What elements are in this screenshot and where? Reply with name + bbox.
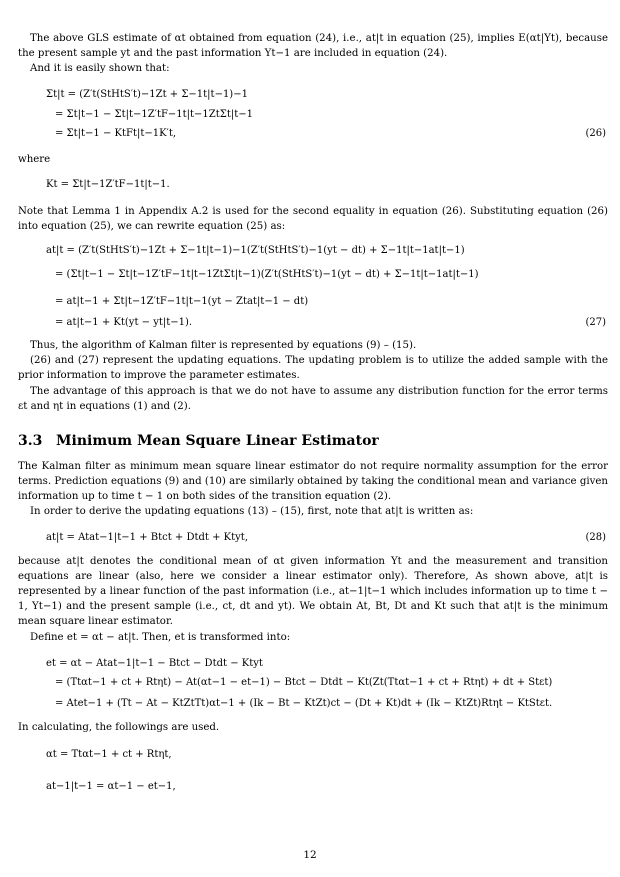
paragraph-easily-shown: And it is easily shown that: xyxy=(30,63,170,74)
section-heading xyxy=(18,433,379,449)
equation-number-27: (27) xyxy=(585,317,606,328)
paragraph-gls-estimate: The above GLS estimate of αt obtained from equation (24), i.e., at|t in equation (25), implies E(αt|Yt), because the present sample yt and the past information Yt−1 are included in equation (24). xyxy=(18,33,608,59)
section-number: 3.3 xyxy=(18,433,43,449)
equation-used-2: at−1|t−1 = αt−1 − et−1, xyxy=(46,781,176,792)
section-title: Minimum Mean Square Linear Estimator xyxy=(56,433,379,449)
equation-27-line2: = (Σt|t−1 − Σt|t−1Z′tF−1t|t−1ZtΣt|t−1)(Z′t(StHtS′t)−1(yt − dt) + Σ−1t|t−1at|t−1) xyxy=(55,269,479,280)
paragraph-derive-updating: In order to derive the updating equations (13) – (15), first, note that at|t is written as: xyxy=(30,506,474,517)
paragraph-calculating: In calculating, the followings are used. xyxy=(18,722,220,733)
paragraph-lemma-note: Note that Lemma 1 in Appendix A.2 is used for the second equality in equation (26). Substituting equation (26) into equation (25), we can rewrite equation (25) as: xyxy=(18,206,608,232)
paragraph-advantage: The advantage of this approach is that we do not have to assume any distribution function for the error terms εt and ηt in equations (1) and (2). xyxy=(18,386,608,412)
page-number: 12 xyxy=(303,849,317,861)
equation-27-line4: = at|t−1 + Kt(yt − yt|t−1). xyxy=(55,317,193,328)
equation-27-line3: = at|t−1 + Σt|t−1Z′tF−1t|t−1(yt − Ztat|t−1 − dt) xyxy=(55,296,309,307)
paragraph-mmse-intro: The Kalman filter as minimum mean square linear estimator do not require normality assumption for the error terms. Prediction equations (9) and (10) are similarly obtained by taking the conditional mean and variance given information up to time t − 1 on both sides of the transition equation (2). xyxy=(18,461,608,502)
paragraph-define-error: Define et = αt − at|t. Then, et is transformed into: xyxy=(30,632,291,643)
equation-number-28: (28) xyxy=(585,532,606,543)
equation-kalman-gain: Kt = Σt|t−1Z′tF−1t|t−1. xyxy=(46,179,170,190)
equation-26-line1: Σt|t = (Z′t(StHtS′t)−1Zt + Σ−1t|t−1)−1 xyxy=(46,89,248,100)
equation-26-line3: = Σt|t−1 − KtFt|t−1K′t, xyxy=(55,128,177,139)
equation-26-line2: = Σt|t−1 − Σt|t−1Z′tF−1t|t−1ZtΣt|t−1 xyxy=(55,109,253,120)
equation-error-line1: et = αt − Atat−1|t−1 − Btct − Dtdt − Ktyt xyxy=(46,658,263,669)
equation-error-line2: = (Ttαt−1 + ct + Rtηt) − At(αt−1 − et−1) − Btct − Dtdt − Kt(Zt(Ttαt−1 + ct + Rtηt) + dt + Stεt) xyxy=(55,677,553,688)
paragraph-conditional-mean: because at|t denotes the conditional mean of αt given information Yt and the measurement and transition equations are linear (also, here we consider a linear estimator only). Therefore, As shown above, at|t is represented by a linear function of the past information (i.e., at−1|t−1 which includes information up to time t − 1, Yt−1) and the present sample (i.e., ct, dt and yt). We obtain At, Bt, Dt and Kt such that at|t is the minimum mean square linear estimator. xyxy=(18,556,608,627)
paragraph-updating: (26) and (27) represent the updating equations. The updating problem is to utilize the added sample with the prior information to improve the parameter estimates. xyxy=(18,355,608,381)
equation-used-1: αt = Ttαt−1 + ct + Rtηt, xyxy=(46,749,172,760)
equation-28: at|t = Atat−1|t−1 + Btct + Dtdt + Ktyt, xyxy=(46,532,249,543)
equation-error-line3: = Atet−1 + (Tt − At − KtZtTt)αt−1 + (Ik − Bt − KtZt)ct − (Dt + Kt)dt + (Ik − KtZt)Rtηt − KtStεt. xyxy=(55,698,553,709)
equation-number-26: (26) xyxy=(585,128,606,139)
paragraph-where: where xyxy=(18,154,51,165)
equation-27-line1: at|t = (Z′t(StHtS′t)−1Zt + Σ−1t|t−1)−1(Z′t(StHtS′t)−1(yt − dt) + Σ−1t|t−1at|t−1) xyxy=(46,245,465,256)
paragraph-algorithm: Thus, the algorithm of Kalman filter is represented by equations (9) – (15). xyxy=(30,340,417,351)
